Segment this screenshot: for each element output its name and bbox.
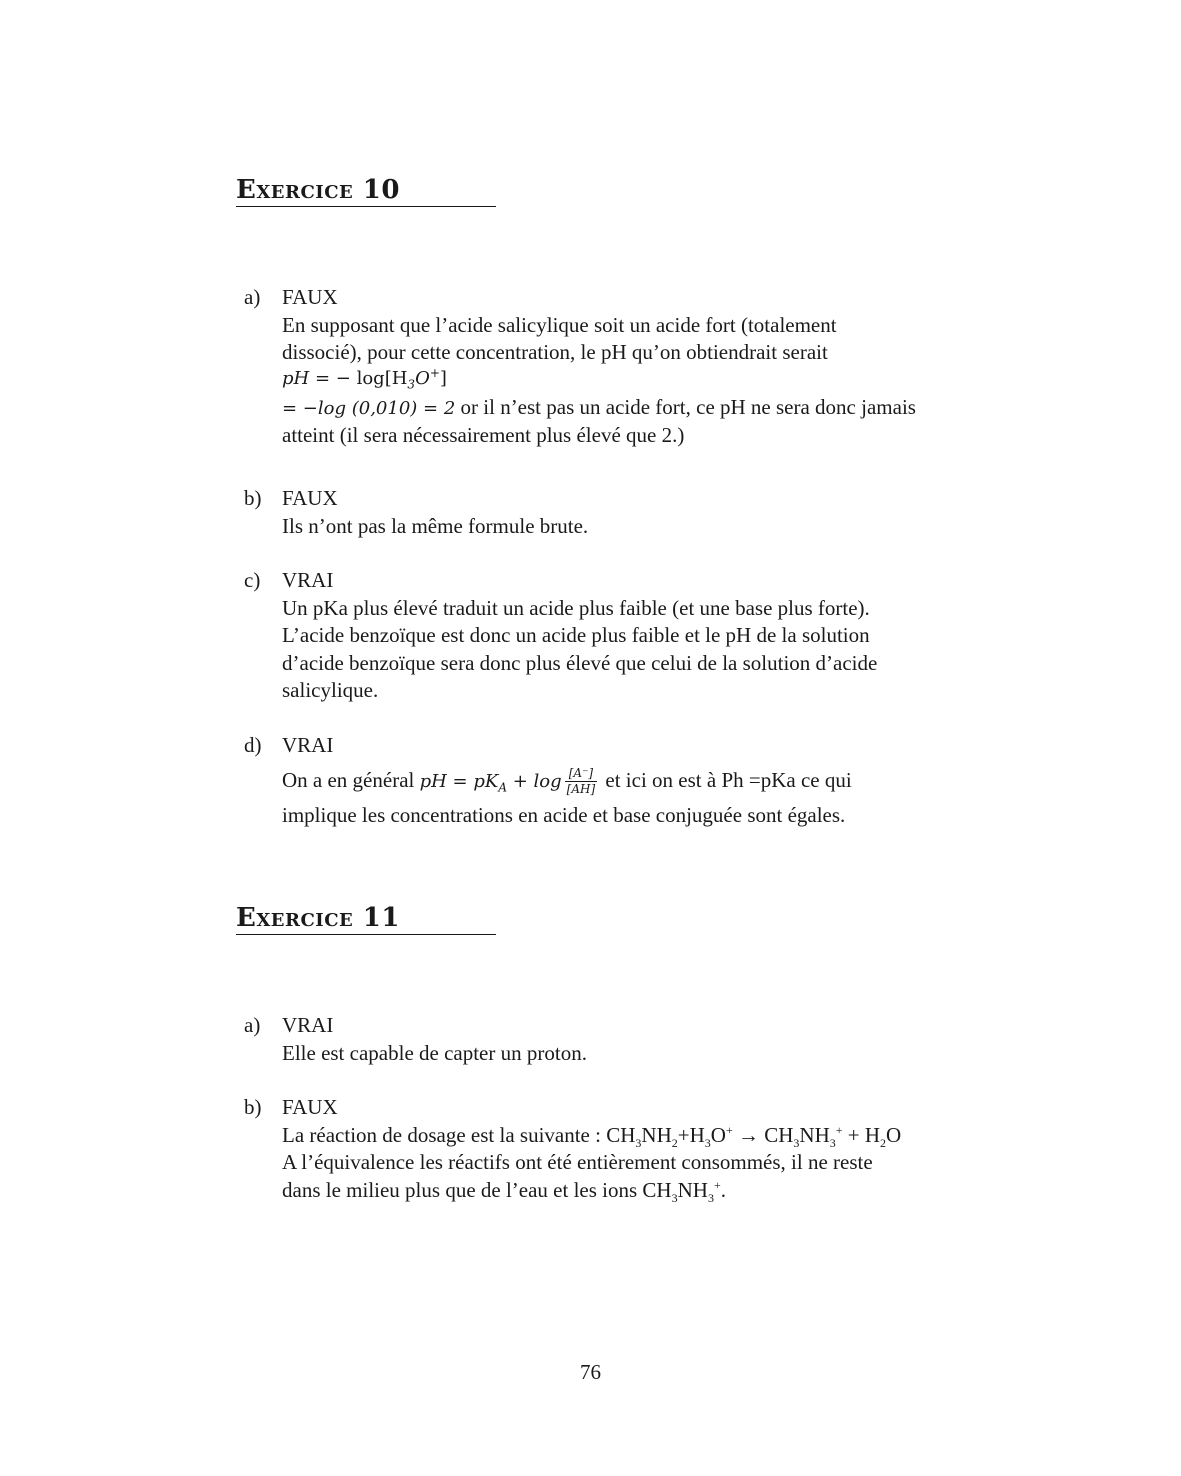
exercise-11-heading: Exercice 11 [236, 902, 496, 935]
fraction: $\frac{[A^-]}{[AH]}$ [566, 766, 596, 797]
page-number: 76 [580, 1360, 601, 1384]
text-line: L’acide benzoïque est donc un acide plus faible et le pH de la solution [282, 623, 870, 647]
text-line: atteint (il sera nécessairement plus élevé que 2.) [282, 423, 685, 447]
item-verdict: VRAI [282, 1013, 334, 1037]
text-line: La réaction de dosage est la suivante : $CH_3NH_2+H_3O^+ \to CH_3NH_3^+ + H_2O$ [282, 1122, 902, 1150]
item-verdict: FAUX [282, 486, 338, 510]
ion-formula: $CH_3NH_3^+$. [642, 1177, 726, 1205]
item-verdict: VRAI [282, 568, 334, 592]
text-line: Ils n’ont pas la même formule brute. [282, 513, 589, 538]
item-verdict: FAUX [282, 1095, 338, 1119]
text-line: En supposant que l’acide salicylique soit un acide fort (totalement [282, 312, 837, 337]
text-line: Un pKa plus élevé traduit un acide plus faible (et une base plus forte). [282, 595, 870, 620]
text-line: dissocié), pour cette concentration, le pH qu’on obtiendrait serait [282, 340, 828, 364]
reaction-equation: $CH_3NH_2+H_3O^+ \to CH_3NH_3^+ + H_2O$ [606, 1122, 902, 1150]
formula-henderson: pH = $pK_A + \log$ [419, 770, 562, 795]
text-line: On a en général pH = $pK_A + \log$ $\frac{[A^-]}{[AH]}$ et ici on est à Ph =pKa ce qui [282, 766, 852, 797]
formula-ph-definition: pH = − $\log[H_3O^+]$ [282, 365, 447, 392]
item-letter: b) [244, 486, 262, 510]
exercise-10-heading: Exercice 10 [236, 174, 496, 207]
item-letter: b) [244, 1095, 262, 1119]
text-line: dans le milieu plus que de l’eau et les ions $CH_3NH_3^+$. [282, 1177, 726, 1205]
text-line: = −log (0,010) = 2 or il n’est pas un acide fort, ce pH ne sera donc jamais [282, 394, 916, 419]
item-letter: d) [244, 733, 262, 757]
formula-ph-value: = −log (0,010) = 2 [282, 397, 456, 419]
item-verdict: FAUX [282, 285, 338, 309]
text-line: implique les concentrations en acide et base conjuguée sont égales. [282, 802, 846, 827]
text-line: Elle est capable de capter un proton. [282, 1040, 587, 1065]
item-letter: a) [244, 1013, 261, 1037]
text-line: A l’équivalence les réactifs ont été entièrement consommés, il ne reste [282, 1150, 873, 1174]
item-letter: a) [244, 285, 261, 309]
item-letter: c) [244, 568, 261, 592]
text-line: d’acide benzoïque sera donc plus élevé que celui de la solution d’acide [282, 650, 878, 675]
text-line: salicylique. [282, 678, 379, 702]
item-verdict: VRAI [282, 733, 334, 757]
